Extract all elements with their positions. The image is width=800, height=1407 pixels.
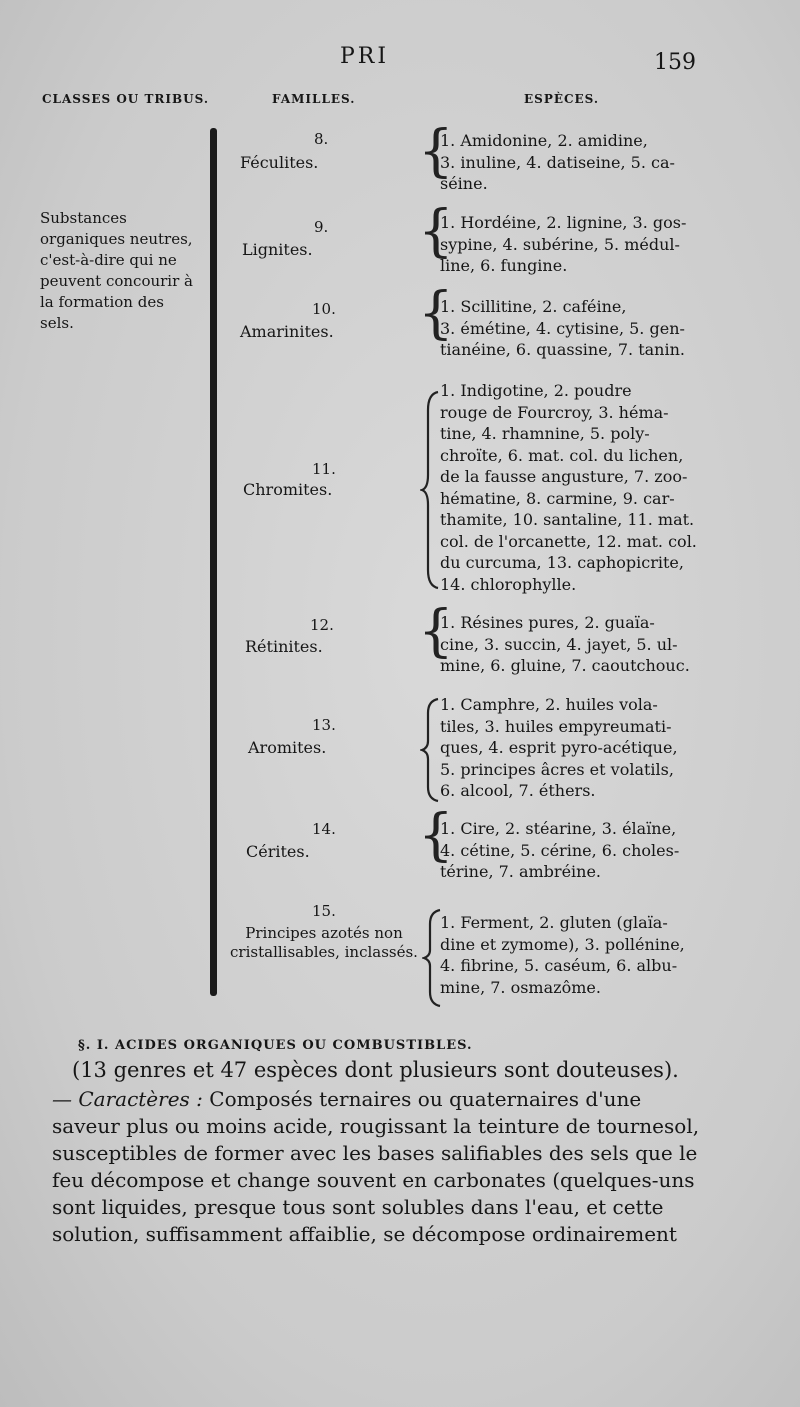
- species-list: 1. Résines pures, 2. guaïa- cine, 3. succin, 4. jayet, 5. ul- mine, 6. gluine, 7. caoutchouc.: [440, 613, 690, 675]
- brace-icon: [420, 697, 442, 803]
- running-head: PRI: [340, 44, 390, 69]
- section-title: §. I. ACIDES ORGANIQUES OU COMBUSTIBLES.: [78, 1038, 473, 1053]
- column-head-especes: ESPÈCES.: [524, 92, 600, 106]
- family-name: Aromites.: [248, 738, 327, 757]
- page-number: 159: [654, 50, 696, 75]
- family-number: 14.: [312, 820, 336, 838]
- brace-icon: {: [418, 599, 454, 664]
- brace-icon: {: [418, 199, 454, 264]
- body-line: solution, suffisamment affaiblie, se décompose ordinairement: [52, 1222, 677, 1246]
- family-name: Féculites.: [240, 153, 319, 172]
- brace-icon: {: [418, 281, 454, 346]
- brace-icon: {: [418, 803, 454, 868]
- species-list: 1. Cire, 2. stéarine, 3. élaïne, 4. cétine, 5. cérine, 6. choles- térine, 7. ambréine.: [440, 819, 680, 881]
- body-line: susceptibles de former avec les bases salifiables des sels que le: [52, 1141, 698, 1165]
- classe-description: Substances organiques neutres, c'est-à-dire qui ne peuvent concourir à la formation des sels.: [40, 209, 193, 332]
- brace-icon: [420, 390, 442, 590]
- body-line: saveur plus ou moins acide, rougissant la teinture de tournesol,: [52, 1114, 700, 1138]
- family-name: Rétinites.: [245, 637, 323, 656]
- family-name: Cérites.: [246, 842, 310, 861]
- caracteres-label: — Caractères :: [52, 1087, 203, 1111]
- family-name: Principes azotés non cristallisables, inclassés.: [230, 924, 418, 961]
- species-list: 1. Hordéine, 2. lignine, 3. gos- sypine, 4. subérine, 5. médul- line, 6. fungine.: [440, 213, 687, 275]
- family-number: 9.: [314, 218, 329, 236]
- species-list: 1. Camphre, 2. huiles vola- tiles, 3. huiles empyreumati- ques, 4. esprit pyro-acétique, 5. principes âcres et volatils, 6. alcool, 7. éthers.: [440, 695, 678, 800]
- species-list: 1. Amidonine, 2. amidine, 3. inuline, 4. datiseine, 5. ca- séine.: [440, 131, 675, 193]
- family-number: 15.: [312, 902, 336, 920]
- section-count: (13 genres et 47 espèces dont plusieurs sont douteuses).: [72, 1058, 679, 1082]
- family-number: 13.: [312, 716, 336, 734]
- body-line: — Caractères : Composés ternaires ou quaternaires d'une: [52, 1087, 642, 1111]
- family-name: Chromites.: [243, 480, 333, 499]
- family-number: 11.: [312, 460, 336, 478]
- family-number: 8.: [314, 130, 329, 148]
- family-bracket-line: [210, 128, 217, 996]
- species-list: 1. Ferment, 2. gluten (glaïa- dine et zymome), 3. pollénine, 4. fibrine, 5. caséum, 6. albu- mine, 7. osmazôme.: [440, 913, 685, 997]
- species-list: 1. Indigotine, 2. poudre rouge de Fourcroy, 3. héma- tine, 4. rhamnine, 5. poly- chroïte, 6. mat. col. du lichen, de la fausse angusture, 7. zoo- hématine, 8. carmine, 9. car- thamite, 10. santaline, 11. mat. col. de l'orcanette, 12. mat. col. du curcuma, 13. caphopicrite, 14. chlorophylle.: [440, 381, 697, 594]
- brace-icon: {: [418, 119, 454, 184]
- family-number: 12.: [310, 616, 334, 634]
- family-name: Amarinites.: [240, 322, 334, 341]
- body-line: feu décompose et change souvent en carbonates (quelques-uns: [52, 1168, 695, 1192]
- column-head-familles: FAMILLES.: [272, 92, 356, 106]
- family-name: Lignites.: [242, 240, 313, 259]
- species-list: 1. Scillitine, 2. caféine, 3. émétine, 4. cytisine, 5. gen- tianéine, 6. quassine, 7. tanin.: [440, 297, 685, 359]
- body-line: sont liquides, presque tous sont solubles dans l'eau, et cette: [52, 1195, 664, 1219]
- column-head-classes: CLASSES OU TRIBUS.: [42, 92, 209, 106]
- family-number: 10.: [312, 300, 336, 318]
